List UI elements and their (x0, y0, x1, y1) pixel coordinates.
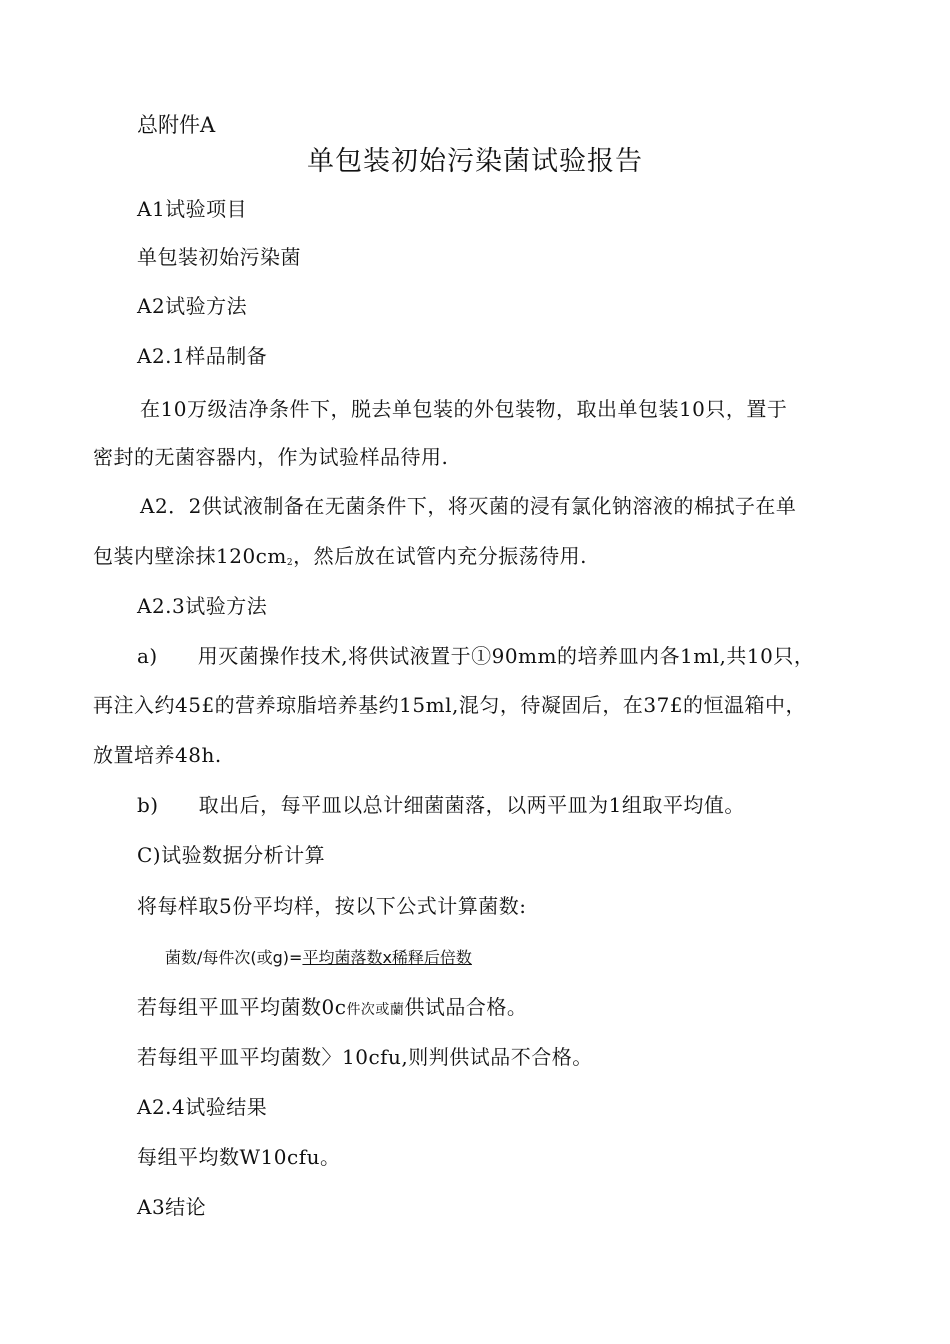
a21-paragraph-line1: 在10万级洁净条件下，脱去单包装的外包装物，取出单包装10只，置于 (140, 397, 788, 421)
a22-text-pre: 包装内壁涂抹120cm (93, 544, 287, 568)
item-a-line3: 放置培养48h. (93, 743, 222, 767)
pass-text-pre: 若每组平皿平均菌数0c (137, 995, 347, 1019)
report-title: 单包装初始污染菌试验报告 (307, 146, 643, 177)
section-a2-heading: A2试验方法 (137, 294, 248, 318)
section-a24-text: 每组平均数W10cfu。 (137, 1145, 341, 1169)
section-c-text: 将每样取5份平均样，按以下公式计算菌数: (137, 894, 527, 918)
a22-paragraph-line2 (93, 542, 587, 577)
pass-criterion (137, 993, 527, 1024)
item-a-text: 用灭菌操作技术,将供试液置于①90mm的培养皿内各1ml,共10只， (197, 644, 815, 668)
pass-text-small: 件次或蘭 (346, 1002, 405, 1018)
formula-left: 菌数/每件次(或g)= (165, 948, 303, 967)
section-a21-heading: A2.1样品制备 (137, 344, 268, 368)
item-a-line2: 再注入约45£的营养琼脂培养基约15ml,混匀，待凝固后，在37£的恒温箱中， (93, 693, 807, 717)
fail-criterion: 若每组平皿平均菌数〉10cfu,则判供试品不合格。 (137, 1045, 593, 1069)
a22-paragraph-line1: A2．2供试液制备在无菌条件下，将灭菌的浸有氯化钠溶液的棉拭子在单 (140, 494, 797, 518)
item-a-line1 (137, 642, 814, 670)
formula-right: 平均菌落数x稀释后倍数 (302, 948, 472, 967)
item-a-marker: a) (137, 644, 158, 668)
formula (165, 946, 472, 970)
section-c-heading: C)试验数据分析计算 (137, 843, 326, 867)
section-a1-heading: A1试验项目 (137, 197, 248, 221)
section-a24-heading: A2.4试验结果 (137, 1095, 268, 1119)
a22-superscript: 2 (286, 558, 294, 568)
section-a23-heading: A2.3试验方法 (137, 594, 268, 618)
item-b-line (137, 791, 745, 819)
section-a3-heading: A3结论 (137, 1195, 207, 1219)
item-b-text: 取出后，每平皿以总计细菌菌落，以两平皿为1组取平均值。 (198, 793, 745, 817)
annex-header: 总附件A (137, 113, 216, 137)
item-b-marker: b) (137, 793, 159, 817)
pass-text-post: 供试品合格。 (404, 995, 528, 1019)
section-a1-text: 单包装初始污染菌 (137, 245, 301, 269)
a21-paragraph-line2: 密封的无菌容器内，作为试验样品待用. (93, 445, 449, 469)
a22-text-post: ，然后放在试管内充分振荡待用. (293, 544, 587, 568)
